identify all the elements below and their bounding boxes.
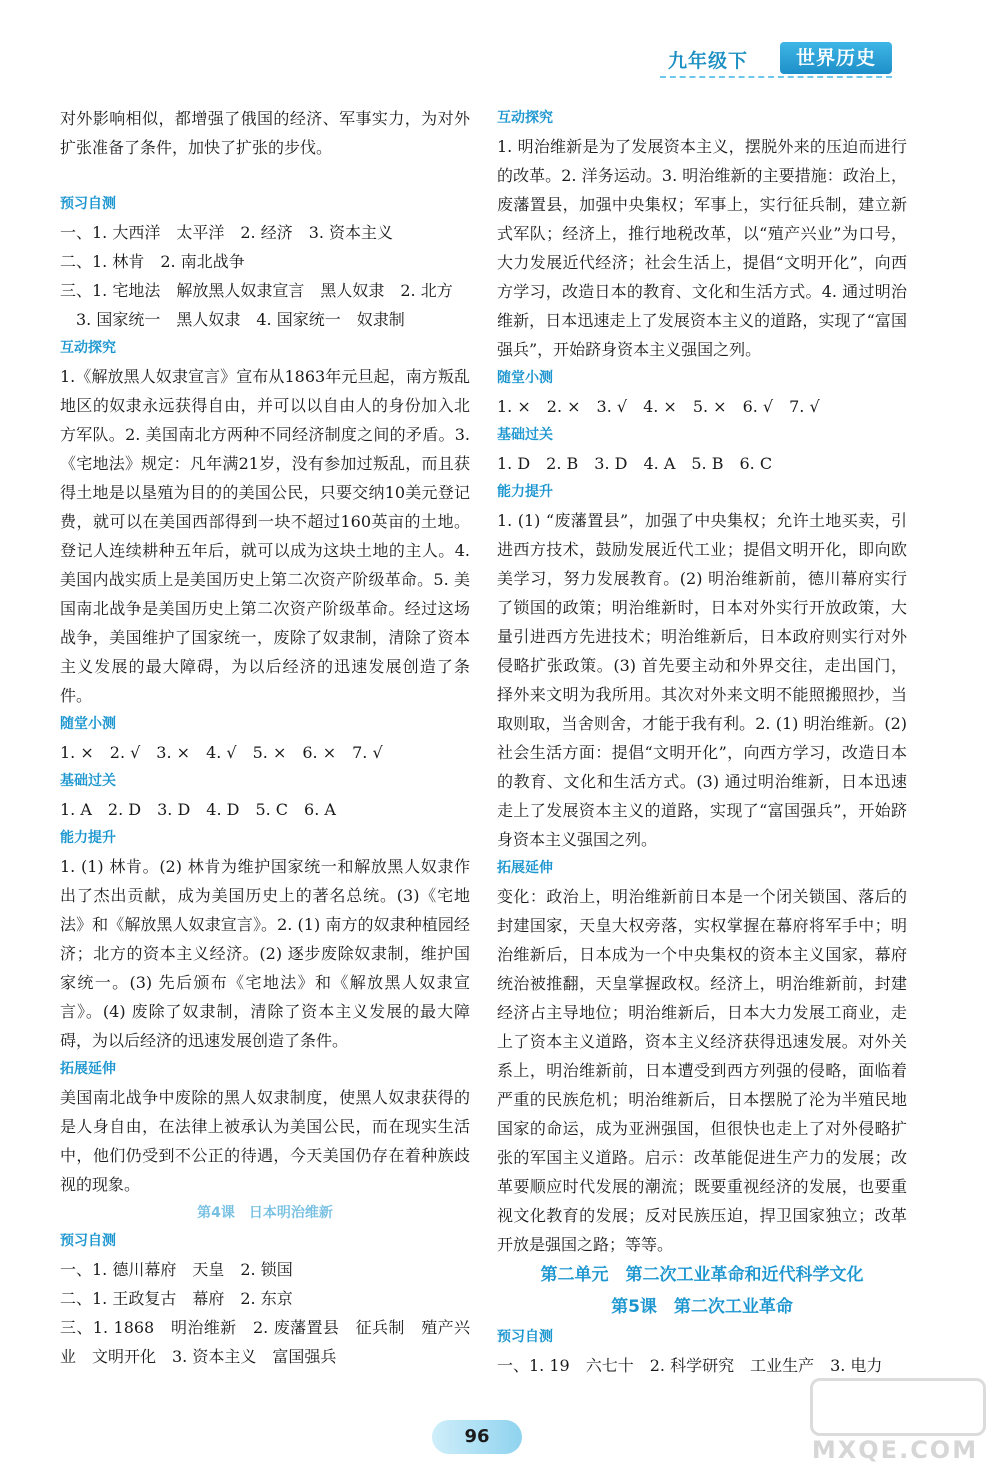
answer-paragraph: 1. (1) “废藩置县”，加强了中央集权；允许土地买卖，引进西方技术，鼓励发展近代工业；提倡文明开化，即向欧美学习，努力发展教育。(2) 明治维新前，德川幕府实行了锁国的政策；明治维新时，日本对外实行开放政策，大量引进西方先进技术；明治维新后，日本政府则实行对外侵略扩张政策。(3) 首先要主动和外界交往，走出国门，择外来文明为我所用。其次对外来文明不能照搬照抄，当取则取，当舍则舍，才能于我有利。2. (1) 明治维新。(2) 社会生活方面：提倡“文明开化”，向西方学习，改造日本的教育、文化和生活方式。(3) 通过明治维新，日本迅速走上了发展资本主义的道路，实现了“富国强兵”，开始跻身资本主义强国之列。 [497,511,907,849]
answer-line: 一、1. 19 六七十 2. 科学研究 工业生产 3. 电力 [497,1356,883,1375]
section-title-preview: 预习自测 [497,1329,553,1345]
section-title-quiz: 随堂小测 [497,370,553,386]
answer-paragraph: 1. (1) 林肯。(2) 林肯为维护国家统一和解放黑人奴隶作出了杰出贡献，成为美国历史上的著名总统。(3)《宅地法》和《解放黑人奴隶宣言》。2. (1) 南方的奴隶种植园经济；北方的资本主义经济。(2) 逐步废除奴隶制，维护国家统一。(3) 先后颁布《宅地法》和《解放黑人奴隶宣言》。(4) 废除了奴隶制，清除了资本主义发展的最大障碍，为以后经济的迅速发展创造了条件。 [60,857,470,1050]
section-title-basics: 基础过关 [497,427,553,443]
answer-line: 一、1. 德川幕府 天皇 2. 锁国 [60,1260,293,1279]
right-column [497,104,907,1380]
section-title-preview: 预习自测 [60,196,116,212]
answer-line: 1. A 2. D 3. D 4. D 5. C 6. A [60,800,336,819]
answer-line: 1. × 2. × 3. √ 4. × 5. × 6. √ 7. √ [497,397,820,416]
section-title-interactive: 互动探究 [497,110,553,126]
watermark-text: MXQE.COM [811,1436,979,1464]
section-title-ability: 能力提升 [497,484,553,500]
answer-line: 二、1. 林肯 2. 南北战争 [60,252,245,271]
page-header [660,40,900,80]
answer-paragraph: 1.《解放黑人奴隶宣言》宣布从1863年元旦起，南方叛乱地区的奴隶永远获得自由，并可以以自由人的身份加入北方军队。2. 美国南北方两种不同经济制度之间的矛盾。3.《宅地法》规定：凡年满21岁，没有参加过叛乱，而且获得土地是以垦殖为目的的美国公民，只要交纳10美元登记费，就可以在美国西部得到一块不超过160英亩的土地。登记人连续耕种五年后，就可以成为这块土地的主人。4. 美国内战实质上是美国历史上第二次资产阶级革命。5. 美国南北战争是美国历史上第二次资产阶级革命。经过这场战争，美国维护了国家统一，废除了奴隶制，清除了资本主义发展的最大障碍，为以后经济的迅速发展创造了条件。 [60,367,470,705]
lesson-3-title [60,162,470,190]
section-title-extension: 拓展延伸 [60,1061,116,1077]
answer-line: 1. × 2. √ 3. × 4. √ 5. × 6. × 7. √ [60,743,383,762]
answer-line: 二、1. 王政复古 幕府 2. 东京 [60,1289,293,1308]
watermark-logo [810,1378,980,1473]
lesson-5-title: 第5课 第二次工业革命 [611,1297,793,1317]
answer-line: 一、1. 大西洋 太平洋 2. 经济 3. 资本主义 [60,223,394,242]
answer-paragraph: 美国南北战争中废除的黑人奴隶制度，使黑人奴隶获得的是人身自由，在法律上被承认为美国公民，而在现实生活中，他们仍受到不公正的待遇，今天美国仍存在着种族歧视的现象。 [60,1088,470,1194]
section-title-ability: 能力提升 [60,830,116,846]
unit-title: 第二单元 第二次工业革命和近代科学文化 [540,1265,864,1285]
answer-line: 三、1. 1868 明治维新 2. 废藩置县 征兵制 殖产兴业 文明开化 3. 资本主义 富国强兵 [60,1318,470,1366]
lesson-4-title: 第4课 日本明治维新 [197,1205,333,1221]
answer-line: 三、1. 宅地法 解放黑人奴隶宣言 黑人奴隶 2. 北方 [60,281,453,300]
intro-paragraph: 对外影响相似，都增强了俄国的经济、军事实力，为对外扩张准备了条件，加快了扩张的步伐。 [60,109,470,157]
section-title-extension: 拓展延伸 [497,860,553,876]
answer-line: 1. D 2. B 3. D 4. A 5. B 6. C [497,454,773,473]
answer-line: 3. 国家统一 黑人奴隶 4. 国家统一 奴隶制 [60,310,405,329]
section-title-basics: 基础过关 [60,773,116,789]
section-title-quiz: 随堂小测 [60,716,116,732]
header-divider [660,76,892,78]
grade-label: 九年级下 [668,50,749,72]
left-column [60,104,470,1371]
subject-tab: 世界历史 [780,42,892,74]
page-number: 96 [432,1420,522,1454]
answer-paragraph: 变化：政治上，明治维新前日本是一个闭关锁国、落后的封建国家，天皇大权旁落，实权掌握在幕府将军手中；明治维新后，日本成为一个中央集权的资本主义国家，幕府统治被推翻，天皇掌握政权。经济上，明治维新前，封建经济占主导地位；明治维新后，日本大力发展工商业，走上了资本主义道路，资本主义经济获得迅速发展。对外关系上，明治维新前，日本遭受到西方列强的侵略，面临着严重的民族危机；明治维新后，日本摆脱了沦为半殖民地国家的命运，成为亚洲强国，但很快也走上了对外侵略扩张的军国主义道路。启示：改革能促进生产力的发展；改革要顺应时代发展的潮流；既要重视经济的发展，也要重视文化教育的发展；反对民族压迫，捍卫国家独立；改革开放是强国之路；等等。 [497,887,907,1254]
section-title-interactive: 互动探究 [60,340,116,356]
watermark-badge [810,1378,986,1436]
answer-paragraph: 1. 明治维新是为了发展资本主义，摆脱外来的压迫而进行的改革。2. 洋务运动。3. 明治维新的主要措施：政治上，废藩置县，加强中央集权；军事上，实行征兵制，建立新式军队；经济上，推行地税改革，以“殖产兴业”为口号，大力发展近代经济；社会生活上，提倡“文明开化”，向西方学习，改造日本的教育、文化和生活方式。4. 通过明治维新，日本迅速走上了发展资本主义的道路，实现了“富国强兵”，开始跻身资本主义强国之列。 [497,137,907,359]
section-title-preview: 预习自测 [60,1233,116,1249]
